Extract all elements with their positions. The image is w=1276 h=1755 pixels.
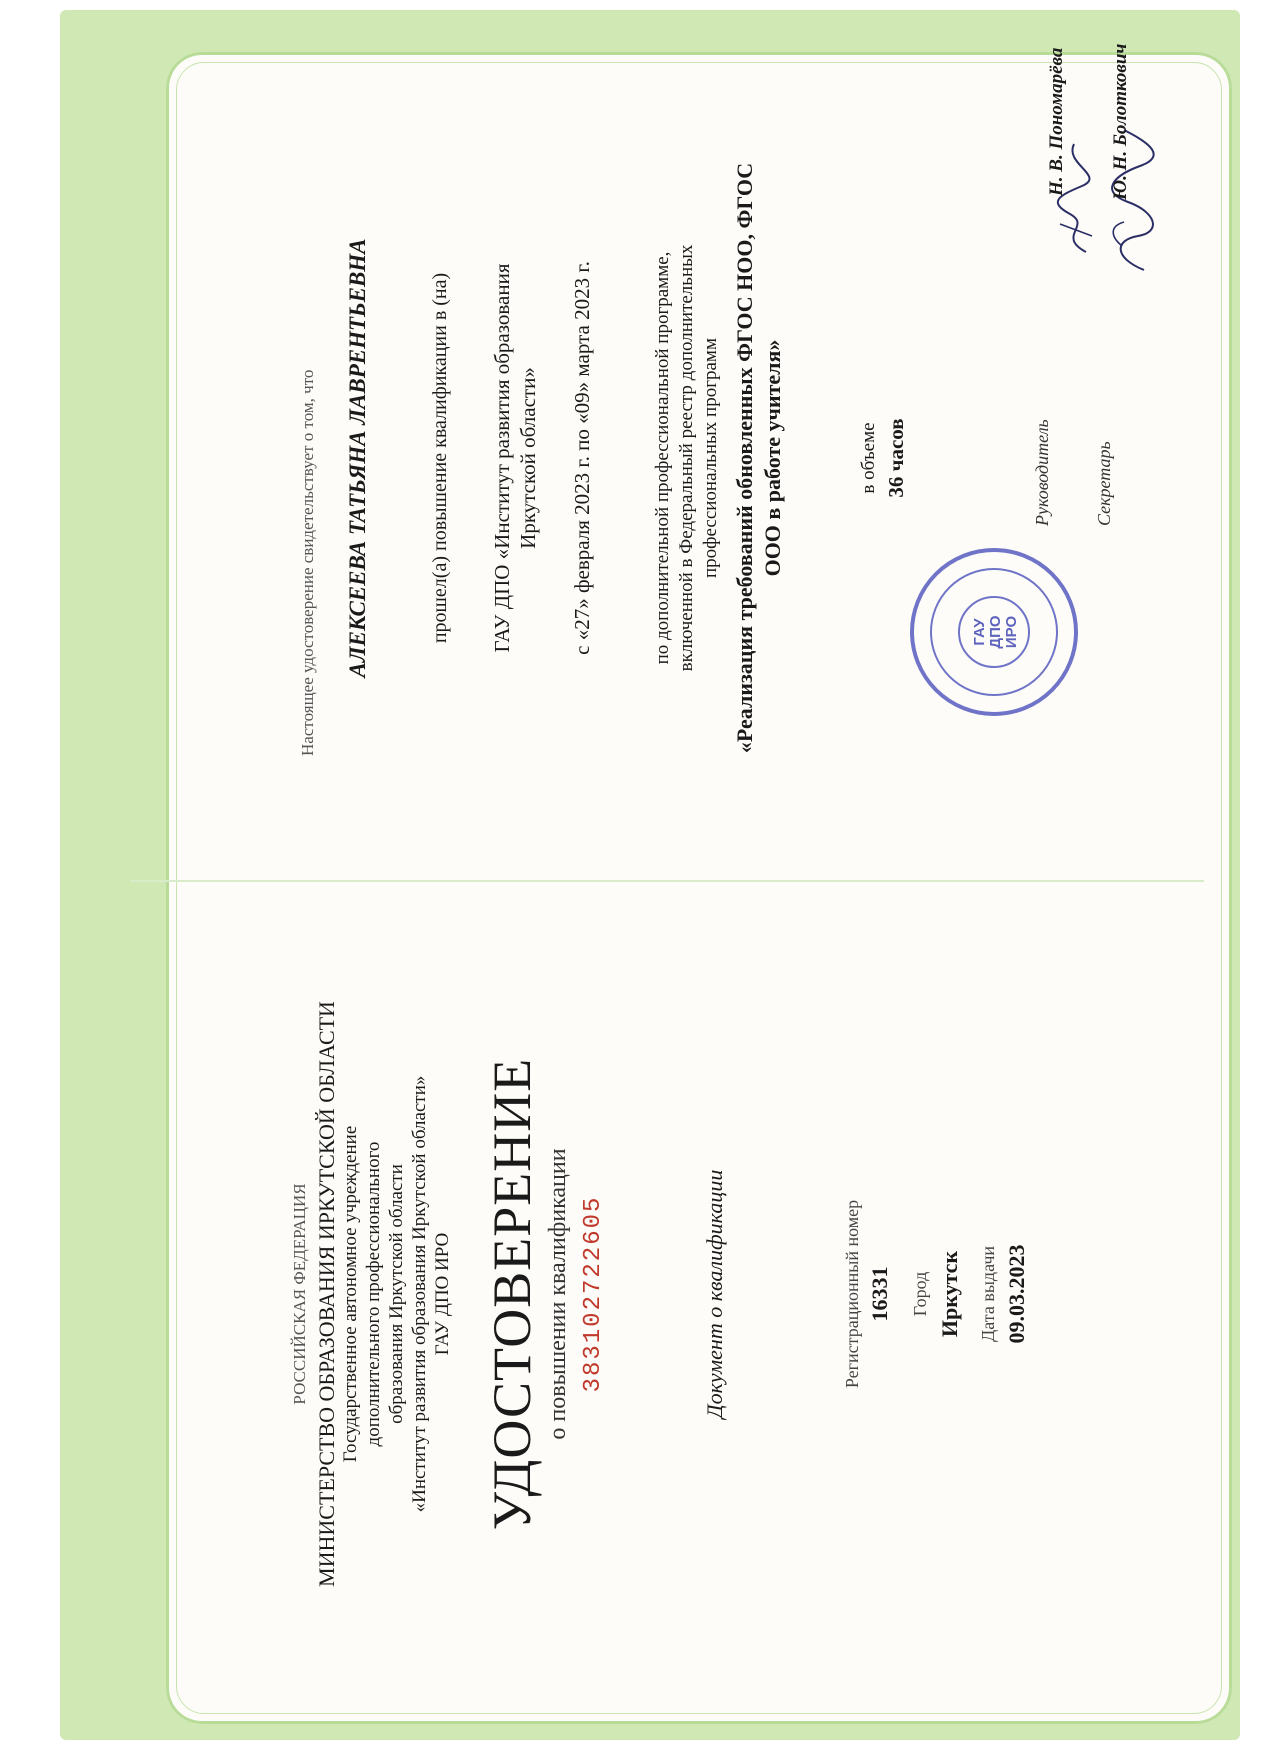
head-label: Руководитель xyxy=(1032,419,1052,526)
program-desc-1: по дополнительной профессиональной программе, xyxy=(652,251,673,665)
program-title-1: «Реализация требований обновленных ФГОС НОО, ФГОС xyxy=(732,162,757,754)
issue-date-value: 09.03.2023 xyxy=(1004,1244,1029,1344)
seal-ring-text xyxy=(934,568,935,688)
program-desc-2: включенной в Федеральный реестр дополнительных xyxy=(676,244,697,672)
training-period: с «27» февраля 2023 г. по «09» марта 2023 г. xyxy=(570,261,594,655)
city-value: Иркутск xyxy=(937,1250,962,1338)
volume-value: 36 часов xyxy=(884,418,908,498)
program-desc-3: профессиональных программ xyxy=(700,338,721,578)
passed-text: прошел(а) повышение квалификации в (на) xyxy=(429,272,451,644)
issue-date-label: Дата выдачи xyxy=(978,1245,998,1343)
recipient-name: АЛЕКСЕЕВА ТАТЬЯНА ЛАВРЕНТЬЕВНА xyxy=(345,238,370,678)
country-label: РОССИЙСКАЯ ФЕДЕРАЦИЯ xyxy=(290,1183,309,1405)
institution-line-1: ГАУ ДПО «Институт развития образования xyxy=(490,263,514,653)
org-line-4: «Институт развития образования Иркутской области» xyxy=(409,1075,430,1513)
org-line-3: образования Иркутской области xyxy=(386,1164,407,1424)
head-name: Н. В. Пономарёва xyxy=(1046,47,1067,196)
org-line-1: Государственное автономное учреждение xyxy=(340,1125,361,1463)
city-label: Город xyxy=(910,1271,930,1317)
program-title-2: ООО в работе учителя» xyxy=(760,339,785,577)
volume-label: в объеме xyxy=(858,422,879,494)
official-seal xyxy=(910,548,1078,716)
secretary-label: Секретарь xyxy=(1094,441,1114,526)
document-subtitle: о повышении квалификации xyxy=(545,1148,571,1440)
org-line-2: дополнительного профессионального xyxy=(363,1141,384,1447)
ministry-title: МИНИСТЕРСТВО ОБРАЗОВАНИЯ ИРКУТСКОЙ ОБЛАСТИ xyxy=(314,1001,339,1587)
document-type: Документ о квалификации xyxy=(702,1169,727,1419)
reg-number-label: Регистрационный номер xyxy=(842,1199,862,1389)
certificate-content xyxy=(222,40,1276,1712)
org-short-name: ГАУ ДПО ИРО xyxy=(432,1232,453,1356)
secretary-name: Ю. Н. Болоткович xyxy=(1110,43,1131,200)
institution-line-2: Иркутской области» xyxy=(516,367,540,549)
document-number: 383102722605 xyxy=(580,1195,607,1393)
seal-center-text: ГАУ ДПО ИРО xyxy=(971,615,1020,649)
reg-number-value: 16331 xyxy=(867,1266,892,1322)
document-title: УДОСТОВЕРЕНИЕ xyxy=(482,1057,542,1531)
right-page xyxy=(222,40,1276,876)
intro-text: Настоящее удостоверение свидетельствует о том, что xyxy=(298,369,317,756)
